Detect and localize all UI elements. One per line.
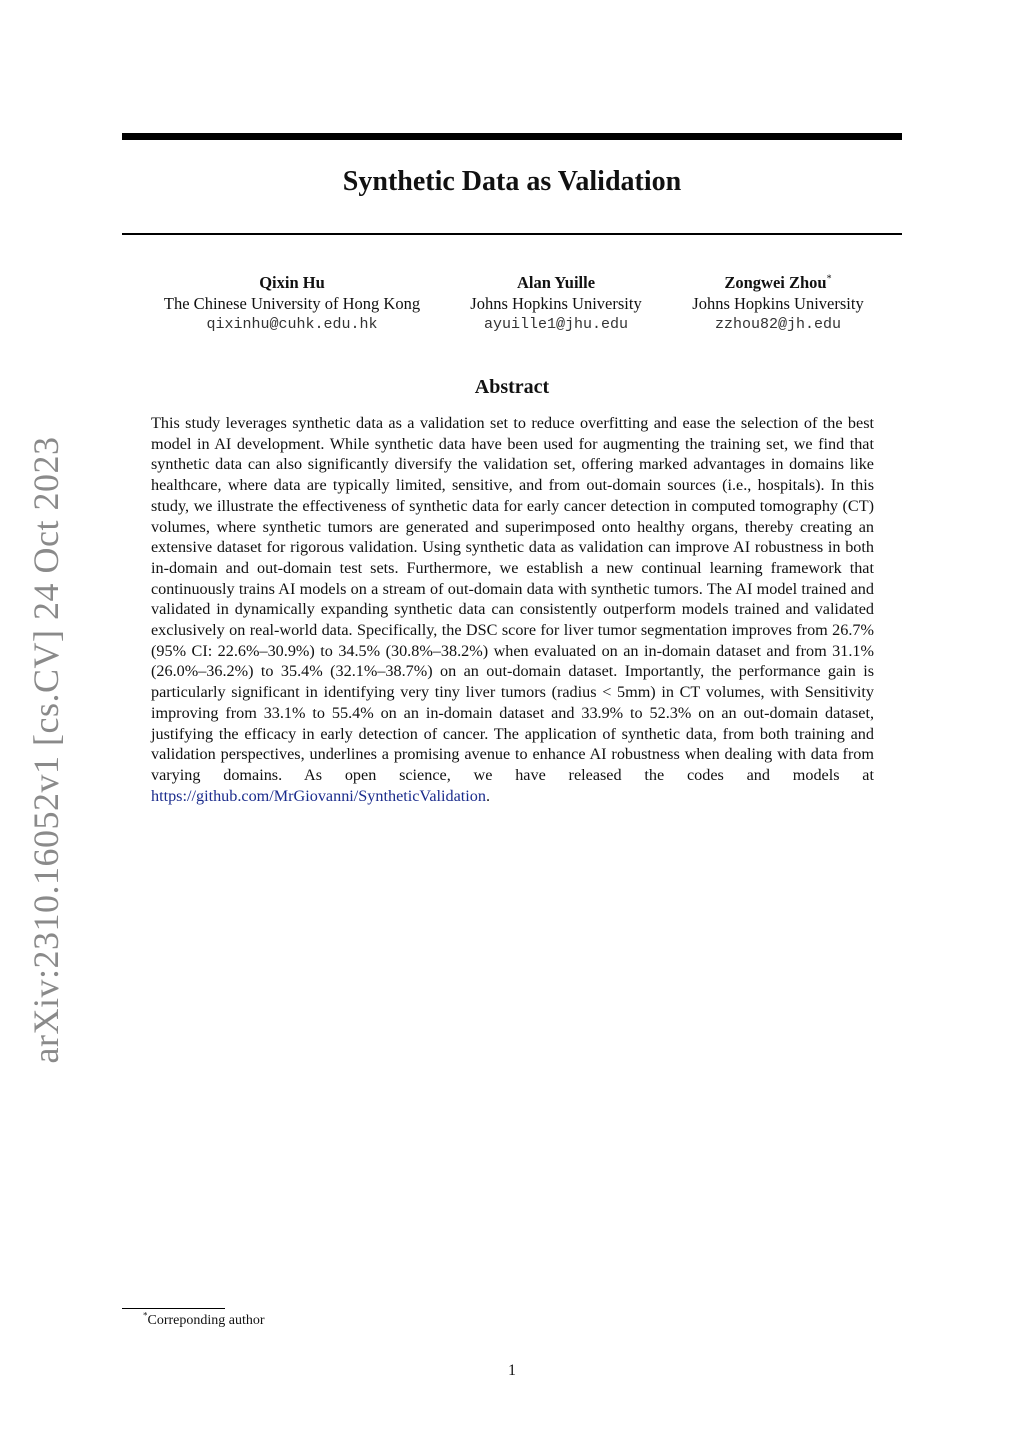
page-number: 1 bbox=[508, 1362, 516, 1379]
author-3 bbox=[628, 272, 928, 335]
abstract-body bbox=[151, 413, 874, 806]
title-top-rule bbox=[122, 133, 902, 140]
abstract-text: This study leverages synthetic data as a validation set to reduce overfitting and ease the selection of the best model in AI development. While synthetic data have been used for augmenting the training set, we find that synthetic data can also significantly diversify the validation set, offering marked advantages in domains like healthcare, where data are typically limited, sensitive, and from out-domain sources (i.e., hospitals). In this study, we illustrate the effectiveness of synthetic data for early cancer detection in computed tomography (CT) volumes, where synthetic tumors are generated and superimposed onto healthy organs, thereby creating an extensive dataset for rigorous validation. Using synthetic data as validation can improve AI robustness in both in-domain and out-domain test sets. Furthermore, we establish a new continual learning framework that continuously trains AI models on a stream of out-domain data with synthetic tumors. The AI model trained and validated in dynamically expanding synthetic data can consistently outperform models trained and validated exclusively on real-world data. Specifically, the DSC score for liver tumor segmentation improves from 26.7% (95% CI: 22.6%–30.9%) to 34.5% (30.8%–38.2%) when evaluated on an in-domain dataset and from 31.1% (26.0%–36.2%) to 35.4% (32.1%–38.7%) on an out-domain dataset. Importantly, the performance gain is particularly significant in identifying very tiny liver tumors (radius < 5mm) in CT volumes, with Sensitivity improving from 33.1% to 55.4% on an in-domain dataset and 33.9% to 52.3% on an out-domain dataset, justifying the efficacy in early detection of cancer. The application of synthetic data, from both training and validation perspectives, underlines a promising avenue to enhance AI robustness when dealing with data from varying domains. As open science, we have released the codes and models at bbox=[151, 414, 874, 784]
footnote-rule bbox=[122, 1308, 225, 1309]
author-email: ayuille1@jhu.edu bbox=[483, 316, 629, 333]
abstract-trailing-period: . bbox=[485, 786, 491, 805]
author-1 bbox=[142, 272, 442, 335]
author-name: Qixin Hu bbox=[259, 273, 325, 292]
author-email: qixinhu@cuhk.edu.hk bbox=[206, 316, 378, 333]
author-affiliation: The Chinese University of Hong Kong bbox=[163, 294, 421, 313]
footnote-mark: * bbox=[143, 1310, 148, 1321]
arxiv-identifier-stamp: arXiv:2310.16052v1 [cs.CV] 24 Oct 2023 bbox=[26, 436, 66, 1064]
author-email: zzhou82@jh.edu bbox=[714, 316, 842, 333]
corresponding-author-mark: * bbox=[826, 273, 832, 285]
footnote-text: Correponding author bbox=[147, 1313, 265, 1328]
paper-title: Synthetic Data as Validation bbox=[342, 166, 682, 197]
author-block bbox=[122, 272, 902, 342]
title-bottom-rule bbox=[122, 233, 902, 235]
code-repository-link[interactable]: https://github.com/MrGiovanni/SyntheticValidation bbox=[151, 786, 486, 805]
author-name: Alan Yuille bbox=[516, 273, 596, 292]
footnote bbox=[143, 1312, 265, 1330]
author-affiliation: Johns Hopkins University bbox=[692, 294, 864, 313]
author-name: Zongwei Zhou* bbox=[724, 273, 832, 292]
abstract-heading: Abstract bbox=[474, 376, 550, 398]
author-affiliation: Johns Hopkins University bbox=[470, 294, 642, 313]
